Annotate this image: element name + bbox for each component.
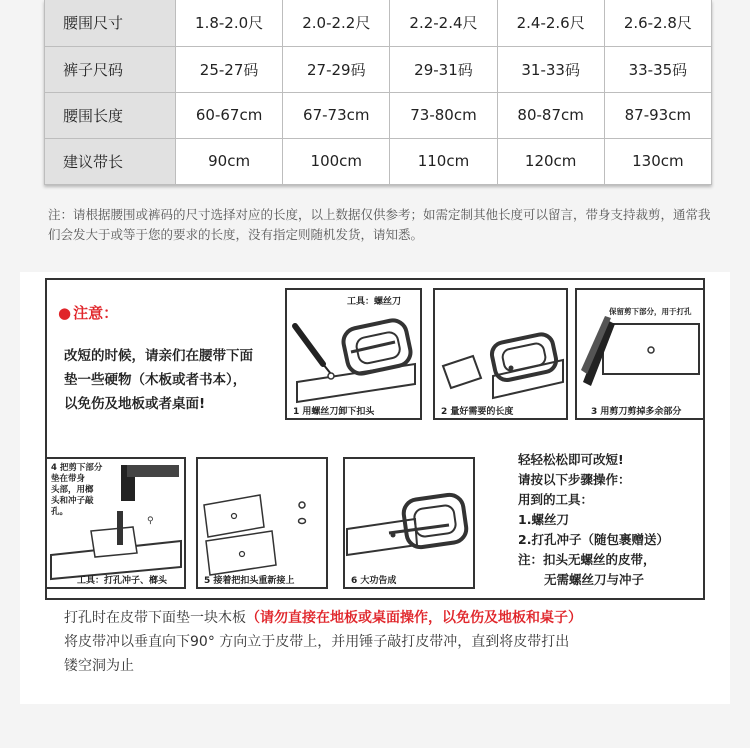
table-cell: 90cm bbox=[176, 138, 283, 184]
table-cell: 31-33码 bbox=[497, 46, 604, 92]
step3-illustration bbox=[575, 288, 705, 420]
row-header: 裤子尺码 bbox=[45, 46, 176, 92]
screwdriver-buckle-icon bbox=[287, 290, 420, 418]
table-cell: 100cm bbox=[283, 138, 390, 184]
table-cell: 29-31码 bbox=[390, 46, 497, 92]
table-cell: 27-29码 bbox=[283, 46, 390, 92]
steps-line: 用到的工具： bbox=[518, 492, 594, 507]
instruction-panel bbox=[20, 272, 730, 704]
svg-text:⚲: ⚲ bbox=[147, 516, 154, 526]
step2-illustration bbox=[433, 288, 568, 420]
row-header: 腰围长度 bbox=[45, 92, 176, 138]
steps-text bbox=[518, 450, 718, 590]
intro-line: 改短的时候，请亲们在腰带下面 bbox=[64, 348, 253, 364]
table-cell: 25-27码 bbox=[176, 46, 283, 92]
table-cell: 2.6-2.8尺 bbox=[604, 0, 711, 46]
step1-tool: 工具：螺丝刀 bbox=[347, 297, 402, 307]
step6-caption: 6 大功告成 bbox=[351, 576, 397, 586]
table-cell: 73-80cm bbox=[390, 92, 497, 138]
table-cell: 110cm bbox=[390, 138, 497, 184]
step4-illustration bbox=[45, 457, 186, 589]
steps-line: 请按以下步骤操作： bbox=[518, 472, 631, 487]
punch-instructions bbox=[64, 606, 714, 678]
step4-tool: 工具：打孔冲子、榔头 bbox=[77, 576, 168, 586]
steps-line: 轻轻松松即可改短! bbox=[518, 452, 624, 467]
step6-illustration bbox=[343, 457, 475, 589]
steps-line: 无需螺丝刀与冲子 bbox=[544, 572, 645, 587]
table-cell: 33-35码 bbox=[604, 46, 711, 92]
table-cell: 2.0-2.2尺 bbox=[283, 0, 390, 46]
step3-hint: 保留剪下部分，用于打孔 bbox=[609, 307, 692, 316]
step2-caption: 2 量好需要的长度 bbox=[441, 407, 514, 417]
row-header: 建议带长 bbox=[45, 138, 176, 184]
table-cell: 120cm bbox=[497, 138, 604, 184]
bottom-line-2: 将皮带冲以垂直向下90° 方向立于皮带上，并用锤子敲打皮带冲，直到将皮带打出 bbox=[64, 634, 570, 650]
steps-line: 1.螺丝刀 bbox=[518, 512, 569, 527]
table-cell: 130cm bbox=[604, 138, 711, 184]
step4-hint: 4 把剪下部分 垫在带身 头部，用榔 头和冲子敲 孔。 bbox=[51, 463, 103, 517]
step3-caption: 3 用剪刀剪掉多余部分 bbox=[591, 407, 682, 417]
warning-text: （请勿直接在地板或桌面操作，以免伤及地板和桌子） bbox=[246, 610, 582, 626]
table-row bbox=[45, 138, 712, 184]
steps-line: 2.打孔冲子（随包裹赠送） bbox=[518, 532, 669, 547]
finished-belt-icon bbox=[345, 459, 473, 587]
table-row bbox=[45, 92, 712, 138]
table-cell: 60-67cm bbox=[176, 92, 283, 138]
bottom-line-3: 镂空洞为止 bbox=[64, 658, 134, 674]
table-cell: 80-87cm bbox=[497, 92, 604, 138]
size-note: 注：请根据腰围或裤码的尺寸选择对应的长度，以上数据仅供参考；如需定制其他长度可以留言，带身支持裁剪，通常我们会发大于或等于您的要求的长度，没有指定则随机发货，请知悉。 bbox=[48, 207, 711, 242]
table-cell: 2.4-2.6尺 bbox=[497, 0, 604, 46]
step1-caption: 1 用螺丝刀卸下扣头 bbox=[293, 407, 375, 417]
table-cell: 87-93cm bbox=[604, 92, 711, 138]
step1-illustration bbox=[285, 288, 422, 420]
table-row bbox=[45, 46, 712, 92]
measure-belt-icon bbox=[435, 290, 566, 418]
bottom-line-1: 打孔时在皮带下面垫一块木板（请勿直接在地板或桌面操作，以免伤及地板和桌子） bbox=[64, 610, 582, 626]
table-row bbox=[45, 0, 712, 46]
step5-caption: 5 接着把扣头重新接上 bbox=[204, 576, 295, 586]
step5-illustration bbox=[196, 457, 328, 589]
intro-text bbox=[64, 344, 284, 416]
table-cell: 2.2-2.4尺 bbox=[390, 0, 497, 46]
steps-line: 注：扣头无螺丝的皮带， bbox=[518, 552, 656, 567]
table-cell: 67-73cm bbox=[283, 92, 390, 138]
table-cell: 1.8-2.0尺 bbox=[176, 0, 283, 46]
intro-line: 以免伤及地板或者桌面! bbox=[64, 396, 206, 412]
reattach-buckle-icon bbox=[198, 459, 326, 587]
attention-title: ● 注意： bbox=[58, 304, 119, 322]
row-header: 腰围尺寸 bbox=[45, 0, 176, 46]
bullet-dot-icon: ● bbox=[58, 304, 72, 322]
intro-line: 垫一些硬物（木板或者书本）， bbox=[64, 372, 247, 388]
size-table bbox=[44, 0, 712, 185]
